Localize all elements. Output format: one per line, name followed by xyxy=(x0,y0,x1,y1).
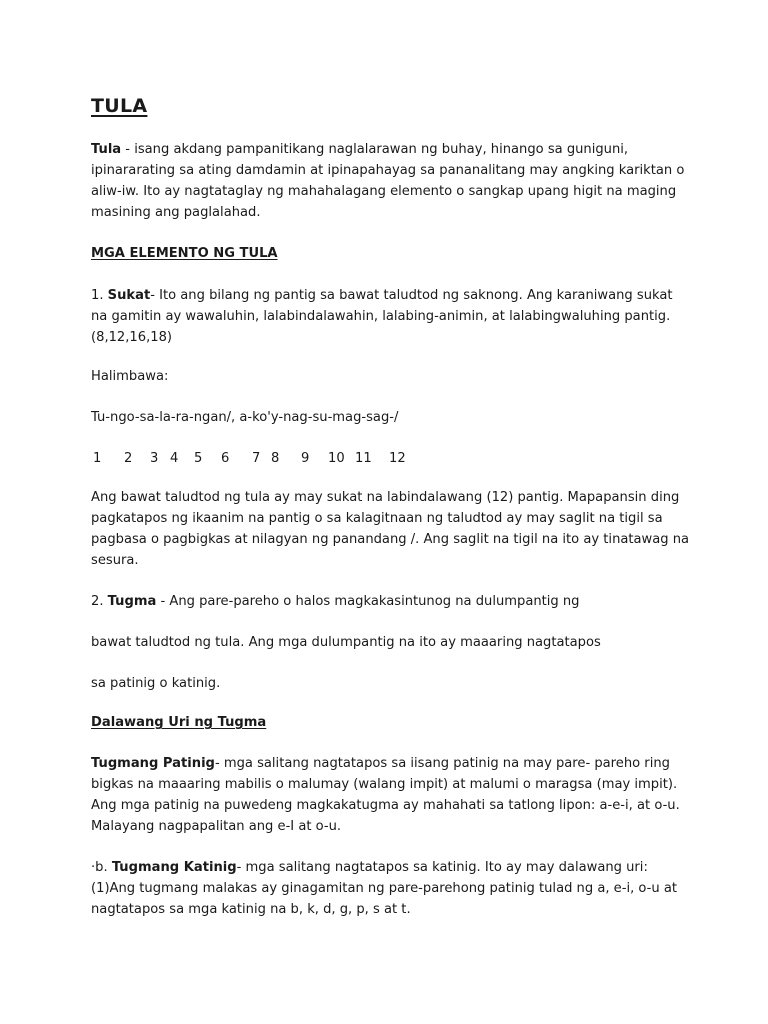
katinig-prefix: ·b. xyxy=(91,860,112,875)
uri-heading-text: Dalawang Uri ng Tugma xyxy=(91,715,267,730)
tugma-line-2: bawat taludtod ng tula. Ang mga dulumpantig na ito ay maaaring nagtatapos xyxy=(91,635,601,650)
document-title: TULA xyxy=(91,95,148,117)
syllable-number: 1 xyxy=(93,451,102,466)
halimbawa-label: Halimbawa: xyxy=(91,369,169,384)
syllable-number: 2 xyxy=(124,451,133,466)
katinig-paragraph xyxy=(91,857,691,920)
syllable-numbers xyxy=(91,448,691,469)
syllable-number: 3 xyxy=(150,451,159,466)
intro-paragraph xyxy=(91,139,691,223)
patinig-paragraph xyxy=(91,753,691,837)
intro-text: - isang akdang pampanitikang naglalarawan ng buhay, hinango sa guniguni, ipinararating sa ating damdamin at ipinapahayag sa pananalitang may angking kariktan o aliw-iw. Ito ay nagtataglay ng mahahalagang elemento o sangkap upang higit na maging masining ang paglalahad. xyxy=(91,142,685,220)
section-heading-text: MGA ELEMENTO NG TULA xyxy=(91,246,278,261)
tugma-line-3: sa patinig o katinig. xyxy=(91,676,221,691)
sukat-paragraph xyxy=(91,285,691,348)
sukat-term: Sukat xyxy=(107,288,151,303)
tugma-text: - Ang pare-pareho o halos magkakasintunog na dulumpantig ng xyxy=(156,594,580,609)
syllable-number: 4 xyxy=(170,451,179,466)
tugma-number: 2. xyxy=(91,594,108,609)
sukat-text: - Ito ang bilang ng pantig sa bawat taludtod ng saknong. Ang karaniwang sukat na gamitin ay wawaluhin, lalabindalawahin, lalabing-animin, at lalabingwaluhing pantig. (8,12,16,18) xyxy=(91,288,673,345)
tugma-term: Tugma xyxy=(107,594,157,609)
syllable-number: 7 xyxy=(252,451,261,466)
syllable-number: 9 xyxy=(301,451,310,466)
syllable-number: 12 xyxy=(389,451,406,466)
katinig-text: - mga salitang nagtatapos sa katinig. Ito ay may dalawang uri: (1)Ang tugmang malakas ay ginagamitan ng pare-parehong patinig tulad ng a, e-i, o-u at nagtatapos sa mga katinig na b, k, d, g, p, s at t. xyxy=(91,860,678,917)
syllable-number: 11 xyxy=(355,451,372,466)
tugma-paragraph xyxy=(91,591,691,612)
sesura-paragraph: Ang bawat taludtod ng tula ay may sukat na labindalawang (12) pantig. Mapapansin ding pagkatapos ng ikaanim na pantig o sa kalagitnaan ng taludtod ay may saglit na tigil sa pagbasa o pagbigkas at nilagyan ng panandang /. Ang saglit na tigil na ito ay tinatawag na sesura. xyxy=(91,490,690,568)
patinig-term: Tugmang Patinig xyxy=(91,756,215,771)
sukat-number: 1. xyxy=(91,288,108,303)
syllable-number: 10 xyxy=(328,451,345,466)
section-heading xyxy=(91,243,691,264)
uri-heading xyxy=(91,712,691,733)
intro-term: Tula xyxy=(91,142,122,157)
patinig-text: - mga salitang nagtatapos sa iisang patinig na may pare- pareho ring bigkas na maaaring mabilis o malumay (walang impit) at malumi o maragsa (may impit). Ang mga patinig na puwedeng magkakatugma ay mahahati sa tatlong lipon: a-e-i, at o-u. Malayang nagpapalitan ang e-I at o-u. xyxy=(91,756,680,834)
example-line: Tu-ngo-sa-la-ra-ngan/, a-ko'y-nag-su-mag-sag-/ xyxy=(91,410,399,425)
syllable-number: 5 xyxy=(194,451,203,466)
katinig-term: Tugmang Katinig xyxy=(111,860,237,875)
syllable-number: 8 xyxy=(271,451,280,466)
syllable-number: 6 xyxy=(221,451,230,466)
